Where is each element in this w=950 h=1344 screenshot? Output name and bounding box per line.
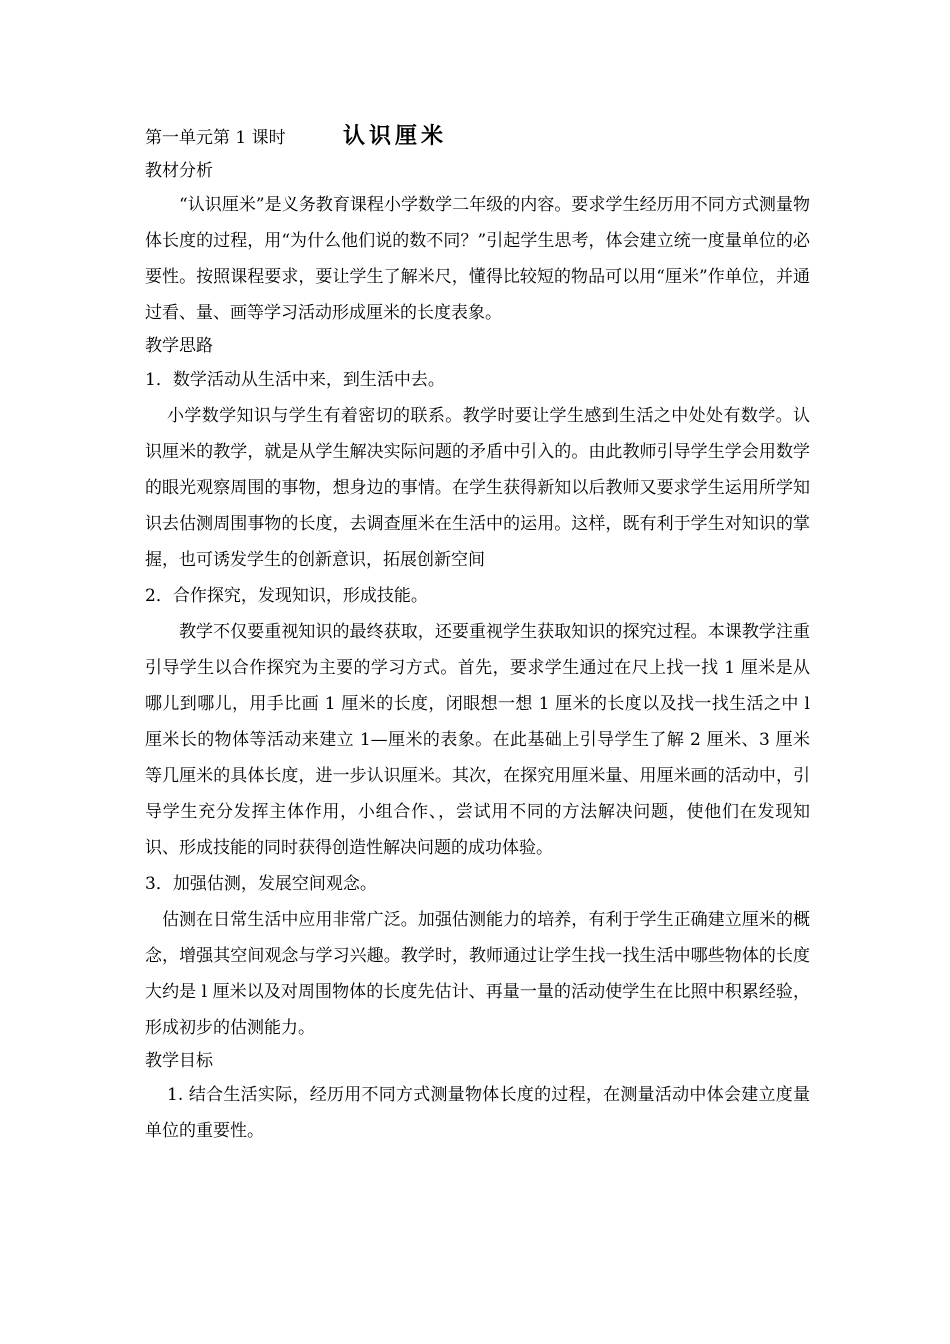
point2-title: 2．合作探究，发现知识，形成技能。 [145, 586, 428, 606]
lesson-unit-label: 第一单元第 1 课时 [145, 128, 286, 148]
point3-title: 3．加强估测，发展空间观念。 [145, 874, 377, 894]
analysis-heading: 教材分析 [145, 161, 213, 181]
goal1-paragraph: 1. 结合生活实际，经历用不同方式测量物体长度的过程，在测量活动中体会建立度量单位的重要性。 [145, 1085, 810, 1141]
point2-paragraph: 教学不仅要重视知识的最终获取，还要重视学生获取知识的探究过程。本课教学注重引导学生以合作探究为主要的学习方式。首先，要求学生通过在尺上找一找 1 厘米是从哪儿到哪儿，用手比画 1 厘米的长度，闭眼想一想 1 厘米的长度以及找一找生活之中 l 厘米长的物体等活动来建立 1—厘米的表象。在此基础上引导学生了解 2 厘米、3 厘米等几厘米的具体长度，进一步认识厘米。其次，在探究用厘米量、用厘米画的活动中，引导学生充分发挥主体作用，小组合作、，尝试用不同的方法解决问题，使他们在发现知识、形成技能的同时获得创造性解决问题的成功体验。 [145, 622, 810, 858]
document-page [145, 118, 810, 1149]
point1-paragraph: 小学数学知识与学生有着密切的联系。教学时要让学生感到生活之中处处有数学。认识厘米的教学，就是从学生解决实际问题的矛盾中引入的。由此教师引导学生学会用数学的眼光观察周围的事物，想身边的事情。在学生获得新知以后教师又要求学生运用所学知识去估测周围事物的长度，去调查厘米在生活中的运用。这样，既有利于学生对知识的掌握，也可诱发学生的创新意识，拓展创新空间 [145, 406, 810, 570]
analysis-paragraph: “认识厘米”是义务教育课程小学数学二年级的内容。要求学生经历用不同方式测量物体长度的过程，用“为什么他们说的数不同？”引起学生思考，体会建立统一度量单位的必要性。按照课程要求，要让学生了解米尺，懂得比较短的物品可以用“厘米”作单位，并通过看、量、画等学习活动形成厘米的长度表象。 [145, 195, 810, 323]
point1-title: 1．数学活动从生活中来，到生活中去。 [145, 370, 445, 390]
title-line [145, 118, 810, 156]
lesson-title: 认识厘米 [343, 124, 448, 149]
goals-heading: 教学目标 [145, 1051, 213, 1071]
approach-heading: 教学思路 [145, 336, 213, 356]
point3-paragraph: 估测在日常生活中应用非常广泛。加强估测能力的培养，有利于学生正确建立厘米的概念，增强其空间观念与学习兴趣。教学时，教师通过让学生找一找生活中哪些物体的长度大约是 l 厘米以及对周围物体的长度先估计、再量一量的活动使学生在比照中积累经验，形成初步的估测能力。 [145, 910, 810, 1038]
